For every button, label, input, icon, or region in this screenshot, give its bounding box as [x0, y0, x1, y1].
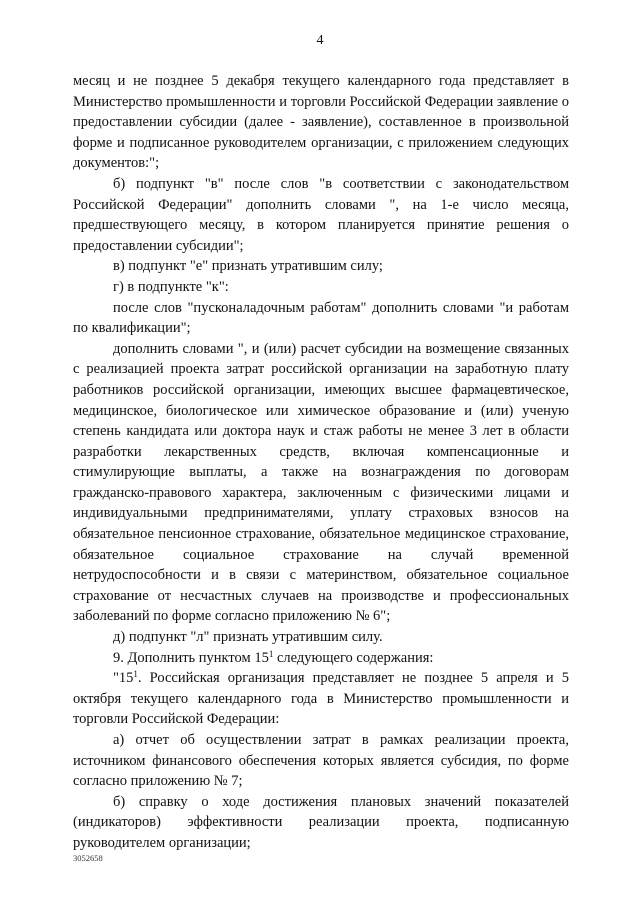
- item9-text-before: 9. Дополнить пунктом 15: [113, 649, 269, 666]
- paragraph-subitem-g: г) в подпункте "к":: [113, 278, 229, 295]
- item9-superscript: 1: [268, 648, 274, 659]
- item15-superscript: 1: [133, 669, 138, 680]
- paragraph-item-9: [73, 648, 569, 669]
- paragraph-subitem-b: б) подпункт "в" после слов "в соответствии с законодательством Российской Федерации" дополнить словами ", на 1-е число месяца, предшествующего месяцу, в котором планируется принятие решения о предоставлении субсидии";: [73, 175, 569, 254]
- item15-text-before: "15: [113, 670, 134, 687]
- paragraph-item-15-1: [73, 668, 569, 730]
- document-code: 3052658: [73, 853, 103, 863]
- item9-text-after: следующего содержания:: [273, 649, 434, 666]
- paragraph-subitem-b-certificate: б) справку о ходе достижения плановых значений показателей (индикаторов) эффективности реализации проекта, подписанную руководителем организации;: [73, 793, 569, 851]
- paragraph-subitem-d: д) подпункт "л" признать утратившим силу.: [113, 629, 383, 646]
- page-number: 4: [316, 33, 324, 48]
- paragraph-supplement: дополнить словами ", и (или) расчет субсидии на возмещение связанных с реализацией проекта затрат российской организации на заработную плату работников российской организации, имеющих высшее фармацевтическое, медицинское, биологическое или химическое образование и (или) ученую степень кандидата или доктора наук и стаж работы не менее 3 лет в области разработки лекарственных средств, включая компенсационные и стимулирующие выплаты, а также на вознаграждения по договорам гражданско-правового характера, заключенным с физическими лицами и индивидуальными предпринимателями, уплату страховых взносов на обязательное пенсионное страхование, обязательное медицинское страхование, обязательное социальное страхование на случай временной нетрудоспособности и в связи с материнством, обязательное социальное страхование от несчастных случаев на производстве и профессиональных заболеваний по форме согласно приложению № 6";: [73, 340, 569, 625]
- paragraph-subitem-v: в) подпункт "е" признать утратившим силу;: [113, 258, 383, 275]
- document-body: [73, 71, 569, 854]
- item15-text-after: . Российская организация представляет не позднее 5 апреля и 5 октября текущего календарного года в Министерство промышленности и торговли Российской Федерации:: [73, 670, 569, 728]
- paragraph-continuation: месяц и не позднее 5 декабря текущего календарного года представляет в Министерство промышленности и торговли Российской Федерации заявление о предоставлении субсидии (далее - заявление), составленное в произвольной форме и подписанное руководителем организации, с приложением следующих документов:";: [73, 73, 569, 172]
- paragraph-after-words: после слов "пусконаладочным работам" дополнить словами "и работам по квалификации";: [73, 299, 569, 337]
- paragraph-subitem-a-report: а) отчет об осуществлении затрат в рамках реализации проекта, источником финансового обеспечения которых является субсидия, по форме согласно приложению № 7;: [73, 732, 569, 790]
